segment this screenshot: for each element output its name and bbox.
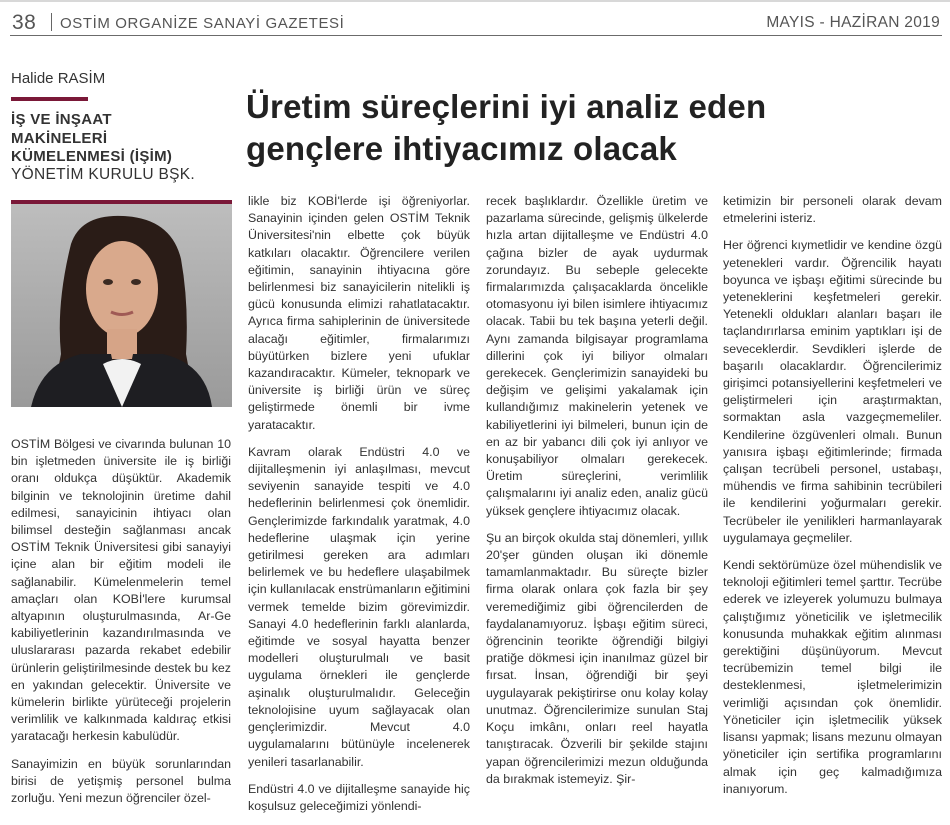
- issue-date: MAYIS - HAZİRAN 2019: [766, 14, 940, 31]
- author-role: YÖNETİM KURULU BŞK.: [11, 166, 195, 183]
- paragraph: Endüstri 4.0 ve dijitalleşme sanayide hiç koşulsuz geleceğimizi yönlendi-: [248, 781, 470, 813]
- paragraph: OSTİM Bölgesi ve civarında bulunan 10 bin işletmeden üniversite ile iş birliği oranı oldukça düşüktür. Akademik bilginin ve teknolojinin üretime dahil edilmesi, sanayicinin ihtiyacı olan bilimsel desteğin sağlanması ancak OSTİM Teknik Üniversitesi gibi sanayiyi içine alan bir eğitim modeli ile sağlanabilir. Kümelenmelerin temel amaçları olan KOBİ'lere kurumsal altyapının oluşturulmasında, Ar-Ge kabiliyetlerinin kazandırılmasında ve uluslararası pazarda rekabet edebilir ürünlerin geliştirilmesinde destek bu kez en yakından gelecektir. Üniversite ve kümelerin birlikte yürüteceği projelerin verimlilik ve kalkınmada kaldıraç etkisi yaratacağı herkesin kabulüdür.: [11, 437, 231, 744]
- article-column-2: [248, 193, 470, 825]
- page-number: 38: [12, 11, 37, 34]
- article-column-3: [486, 193, 708, 798]
- org-line: KÜMELENMESİ (İŞİM): [11, 148, 173, 165]
- org-line: İŞ VE İNŞAAT: [11, 111, 112, 128]
- author-name: Halide RASİM: [11, 70, 106, 87]
- portrait-illustration: [11, 204, 232, 407]
- article-column-1: [11, 436, 231, 817]
- top-border: [0, 0, 950, 2]
- paragraph: Kavram olarak Endüstri 4.0 ve dijitalleşmenin iyi anlaşılması, mevcut seviyenin sanayide tespiti ve 4.0 hedeflerinin belirlenmesi çok önemlidir. Gençlerimizde farkındalık yaratmak, 4.0 hedeflerine ulaşmak için yerine getirilmesi gereken ara adımları belirlemek ve bu hedeflere ulaşabilmek için kullanılacak enstrümanların eğitimini vermek temelde bizim görevimizdir. Sanayi 4.0 hedeflerinin farklı alanlarda, eğitimde ve sosyal hayatta benzer modelleri oluşturulmalı ve basit uygulama örnekleri ile gençlerde aşinalık oluşturulmalıdır. Geleceğin teknolojisine uyum sağlayacak olan gençlerimizdir. Mevcut 4.0 uygulamalarını bütünüyle incelenerek yenileri tasarlanabilir.: [248, 444, 470, 769]
- title-line: Üretim süreçlerini iyi analiz eden: [246, 88, 767, 125]
- paragraph: Sanayimizin en büyük sorunlarından birisi de yetişmiş personel bulma zorluğu. Yeni mezun öğrenciler özel-: [11, 756, 231, 806]
- accent-rule: [11, 97, 88, 101]
- author-photo: [11, 204, 232, 407]
- paragraph: Her öğrenci kıymetlidir ve kendine özgü yetenekleri vardır. Öğrencilik hayatı boyunca ve işbaşı eğitimi sürecinde bu yeteneklerini keşfetmeleri gerekir. Yetenekli oldukları alanları başarı ile taçlandırırlarsa eminim yaptıkları işi de seveceklerdir. Sevdikleri işlerde de başarılı olacaklardır. Öğrencilerimiz girişimci potansiyellerini keşfetmeleri ve geliştirmeleri için araştırmaktan, sormaktan asla vazgeçmemeliler. Kendilerine özgüvenleri olmalı. Bunun yanısıra işbaşı eğitimlerinde; firmada çalışan tecrübeli personel, ustabaşı, mühendis ve firma sahibinin tecrübileri ile kendilerini yoğurmaları gerekir. Tecrübeler ile yenilikleri harmanlayarak uygulamaya geçmeliler.: [723, 238, 942, 545]
- page-header: [10, 9, 942, 36]
- eye-left: [103, 279, 113, 285]
- author-organization: [11, 111, 172, 167]
- face-shape: [86, 241, 158, 337]
- paragraph: likle biz KOBİ'lerde işi öğreniyorlar. Sanayinin içinden gelen OSTİM Teknik Üniversitesi'nin elbette çok büyük katkıları olacaktır. Öğrencilere verilen eğitimin, sanayinin ihtiyacına göre belirlenmesi biz sanayicilerin nitelikli iş gücü konusunda elimizi rahatlatacaktır. Ayrıca firma sahiplerinin de üniversitede alacağı eğitimler, firmalarımızı büyütürken bizlere yeni ufuklar kazandıracaktır. Kümeler, teknopark ve üniversite iş birliği ürün ve süreç geliştirmede önemli bir ivme yaratacaktır.: [248, 194, 470, 432]
- paragraph: ketimizin bir personeli olarak devam etmelerini isteriz.: [723, 194, 942, 226]
- paragraph: recek başlıklardır. Özellikle üretim ve pazarlama sürecinde, gelişmiş ülkelerde hızla artan dijitalleşme ve Endüstri 4.0 çağına bizler de ayak uydurmak zorundayız. Bu sebeple gelecekte firmalarımızda çalışacaklarda öncelikle otomasyonu iyi bilen isimlere ihtiyacımız olacak. Tabii bu tek başına yeterli değil. Aynı zamanda bilgisayar programlama dillerini çok iyi biliyor olmaları gerekecek. Gençlerimizin sanayideki bu değişim ve gelişimi yakalamak için kullandığımız makinelerin yetenek ve kabiliyetlerini iyi bilmeleri, bunun için de en az bir yabancı dili çok iyi anlıyor ve konuşabiliyor olmaları gerekecek. Üretim süreçlerini, verimlilik çalışmalarını iyi analiz eden, analiz gücü yüksek gençlere ihtiyacımız olacak.: [486, 194, 708, 518]
- header-separator: [51, 13, 52, 31]
- org-line: MAKİNELERİ: [11, 129, 108, 147]
- paragraph: Kendi sektörümüze özel mühendislik ve teknoloji eğitimleri temel şarttır. Tecrübe ederek ve izleyerek yolumuzu bulmaya çalıştığımız yöneticilik ve işletmecilik konusunda muhakkak eğitim alınması gerektiğini düşünüyorum. Mevcut tecrübemizin temel bilgi ile desteklenmesi, işletmelerimizin verimliği açısından çok önemlidir. Yöneticiler için işletmecilik yüksek lisansı yapmak; lisans mezunu olmayan yöneticiler için sertifika programlarını almak için geç kalmadığımıza inanıyorum.: [723, 558, 942, 796]
- article-title: [246, 86, 766, 170]
- publication-name: OSTİM ORGANİZE SANAYİ GAZETESİ: [60, 15, 345, 32]
- article-column-4: [723, 193, 942, 808]
- paragraph: Şu an birçok okulda staj dönemleri, yıllık 20'şer günden oluşan iki dönemle tamamlanmaktadır. Bu süreçte bizler firma olarak onlara çok fazla bir şey veremediğimiz gibi öğrencilerden de faydalanamıyoruz. İşbaşı eğitim süreci, öğrencinin teorikte öğrendiği bilgiyi pratiğe dökmesi için inanılmaz güzel bir fırsat. İnsan, öğrendiği bir şeyi uygulayarak pekiştirirse onu kolay kolay unutmaz. Öğrencilerimize sunulan Staj Koçu imkânı, onları reel hayatla tanıştıracak. Özverili bir şekilde stajını yapan öğrencilerimizi mezun olduğunda da bırakmak istemeyiz. Şir-: [486, 530, 708, 786]
- title-line: gençlere ihtiyacımız olacak: [246, 130, 677, 167]
- eye-right: [131, 279, 141, 285]
- neck-shape: [107, 329, 137, 359]
